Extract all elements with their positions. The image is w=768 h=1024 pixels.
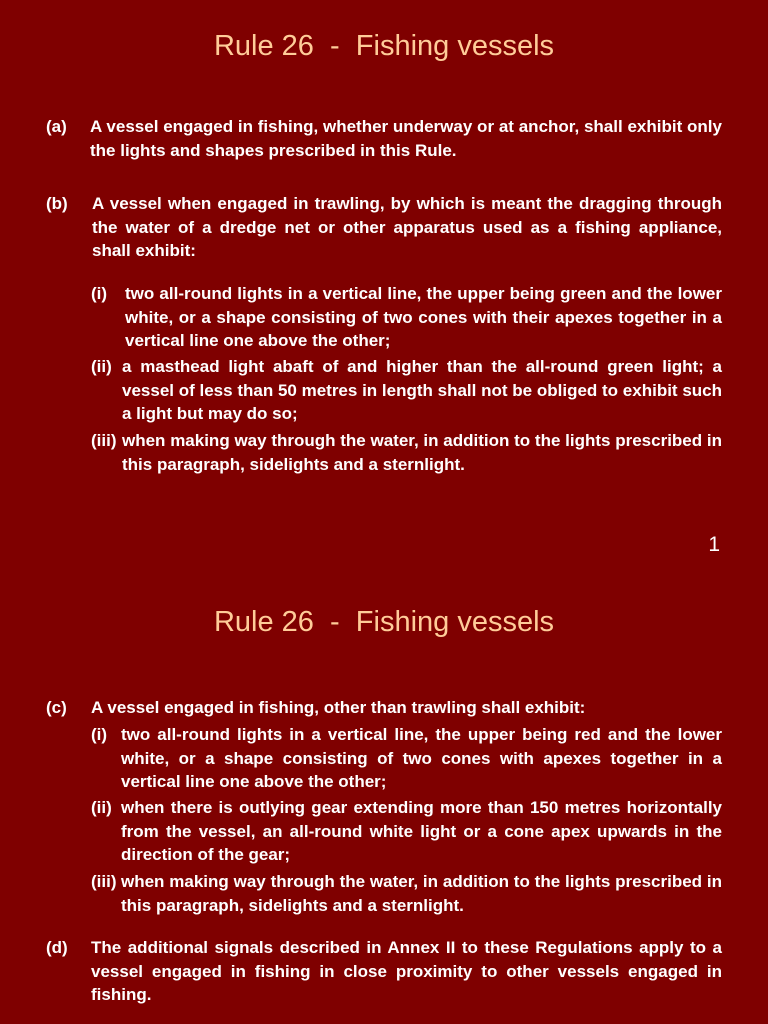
paragraph-a [46,115,722,162]
subitem-c-i-label: (i) [91,725,108,744]
subitem-c-i [91,723,722,794]
page-number: 1 [708,533,720,556]
paragraph-b-text: A vessel when engaged in trawling, by which is meant the dragging through the water of a dredge net or other apparatus used as a fishing appliance, shall exhibit: [92,194,722,260]
subitem-b-iii-label: (iii) [91,431,117,450]
paragraph-c-label: (c) [46,698,67,717]
paragraph-d-text: The additional signals described in Annex II to these Regulations apply to a vessel engaged in fishing in close proximity to other vessels engaged in fishing. [91,938,722,1004]
subitem-b-i [91,282,722,353]
subitem-b-ii [91,355,722,426]
subitem-b-iii-text: when making way through the water, in addition to the lights prescribed in this paragraph, sidelights and a sternlight. [122,431,722,474]
slide-1-title: Rule 26 - Fishing vessels [213,30,555,62]
subitem-c-ii-label: (ii) [91,798,112,817]
paragraph-a-label: (a) [46,117,67,136]
slide-2 [0,576,768,1024]
subitem-c-iii-text: when making way through the water, in addition to the lights prescribed in this paragraph, sidelights and a sternlight. [121,872,722,915]
paragraph-b [46,192,722,263]
paragraph-a-text: A vessel engaged in fishing, whether underway or at anchor, shall exhibit only the lights and shapes prescribed in this Rule. [90,117,722,160]
slide-2-title: Rule 26 - Fishing vessels [213,606,555,638]
paragraph-d [46,936,722,1007]
subitem-c-ii [91,796,722,867]
paragraph-c [46,696,722,720]
paragraph-c-text: A vessel engaged in fishing, other than trawling shall exhibit: [91,698,586,717]
subitem-b-iii [91,429,722,476]
subitem-c-iii-label: (iii) [91,872,117,891]
paragraph-d-label: (d) [46,938,68,957]
subitem-c-iii [91,870,722,917]
subitem-c-i-text: two all-round lights in a vertical line, the upper being red and the lower white, or a shape consisting of two cones with apexes together in a vertical line one above the other; [121,725,722,791]
paragraph-b-label: (b) [46,194,68,213]
subitem-b-ii-label: (ii) [91,357,112,376]
subitem-b-i-text: two all-round lights in a vertical line, the upper being green and the lower white, or a shape consisting of two cones with their apexes together in a vertical line one above the other; [125,284,722,350]
subitem-b-i-label: (i) [91,284,108,303]
subitem-c-ii-text: when there is outlying gear extending more than 150 metres horizontally from the vessel, an all-round white light or a cone apex upwards in the direction of the gear; [121,798,722,864]
subitem-b-ii-text: a masthead light abaft of and higher than the all-round green light; a vessel of less than 50 metres in length shall not be obliged to exhibit such a light but may do so; [122,357,722,423]
